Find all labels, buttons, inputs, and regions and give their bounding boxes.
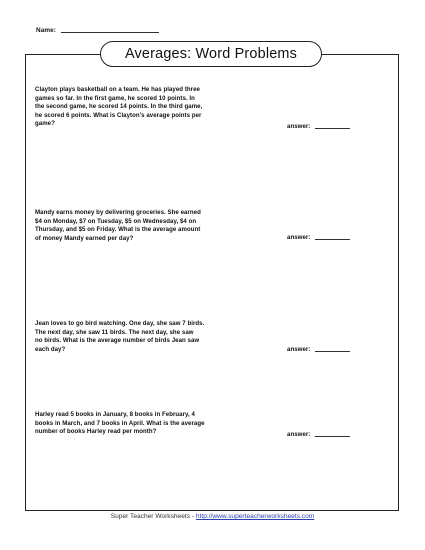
title-banner xyxy=(100,41,322,67)
footer-link[interactable]: http://www.superteacherworksheets.com xyxy=(195,513,315,520)
footer-separator: - xyxy=(190,513,196,520)
answer-label: answer: xyxy=(287,123,311,130)
answer-label: answer: xyxy=(287,431,311,438)
name-blank-line[interactable] xyxy=(61,32,159,33)
name-label: Name: xyxy=(36,27,57,34)
problem-4-text: Harley read 5 books in January, 8 books in February, 4 books in March, and 7 books in April. What is the average number of books Harley read per month? xyxy=(35,411,205,435)
problem-3-text: Jean loves to go bird watching. One day, she saw 7 birds. The next day, she saw 11 birds. The next day, she saw no birds. What is the average number of birds Jean saw each day? xyxy=(35,320,205,353)
problem-1-text: Clayton plays basketball on a team. He has played three games so far. In the first game, he scored 10 points. In the second game, he scored 14 points. In the third game, he scored 6 points. What is Clayton's average points per game? xyxy=(35,86,203,127)
worksheet-frame xyxy=(25,54,399,511)
page-title: Averages: Word Problems xyxy=(124,46,298,62)
answer-label: answer: xyxy=(287,234,311,241)
name-field xyxy=(36,27,159,34)
page-footer xyxy=(0,513,425,520)
problem-2-text: Mandy earns money by delivering groceries. She earned $4 on Monday, $7 on Tuesday, $5 on Wednesday, $4 on Thursday, and $5 on Friday. What is the average amount of money Mandy earned per day? xyxy=(35,209,201,242)
answer-label: answer: xyxy=(287,346,311,353)
footer-brand: Super Teacher Worksheets xyxy=(110,513,191,520)
